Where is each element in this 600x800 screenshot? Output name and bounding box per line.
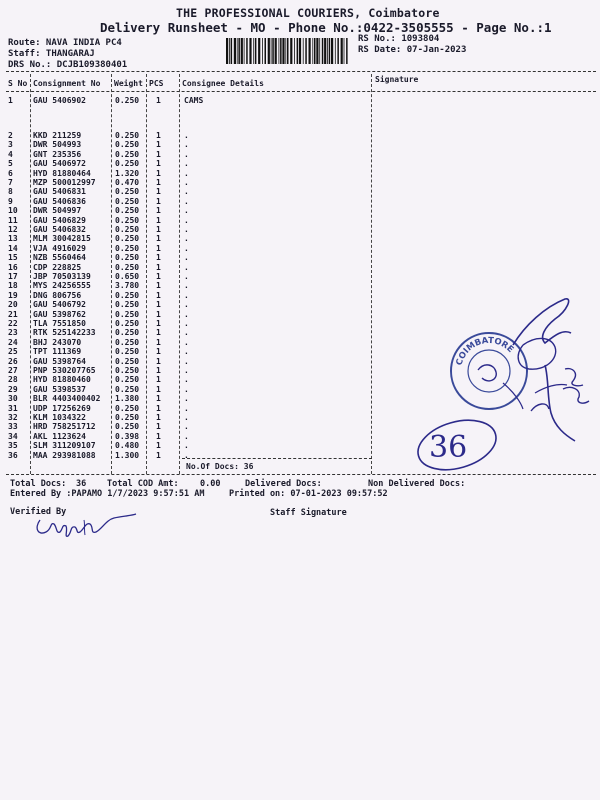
table-row	[0, 178, 600, 187]
table-row	[0, 96, 600, 105]
row-consignment-no: GNT 235356	[33, 149, 82, 159]
row-pcs: 1	[156, 366, 161, 375]
row-pcs: 1	[156, 234, 161, 244]
row-weight: 0.250	[115, 366, 140, 375]
row-consignment-no: DWR 504997	[33, 206, 82, 216]
row-consignment-no: GAU 5406836	[33, 196, 86, 206]
row-weight: 0.250	[115, 403, 140, 413]
row-consignee: .	[184, 281, 189, 291]
col-header-consignee: Consignee Details	[182, 79, 264, 88]
total-docs-label: Total Docs:	[10, 479, 67, 489]
total-docs-value: 36	[76, 479, 87, 489]
row-weight: 0.250	[115, 225, 140, 234]
row-weight: 0.250	[115, 309, 140, 319]
row-pcs: 1	[156, 178, 161, 187]
table-row	[0, 216, 600, 225]
row-pcs: 1	[156, 168, 161, 178]
row-consignee: .	[184, 413, 189, 422]
row-weight: 0.250	[115, 131, 140, 140]
row-weight: 0.250	[115, 243, 140, 253]
row-sno: 7	[8, 178, 13, 187]
row-pcs: 1	[156, 290, 161, 300]
row-consignment-no: HYD 81880464	[33, 168, 91, 178]
row-pcs: 1	[156, 422, 161, 432]
row-consignment-no: DWR 504993	[33, 140, 82, 150]
row-consignment-no: MLM 30042815	[33, 234, 91, 244]
verifier-signature-image	[30, 502, 140, 542]
row-consignment-no: GAU 5398762	[33, 309, 86, 319]
row-sno: 17	[8, 272, 18, 281]
row-consignment-no: NZB 5560464	[33, 253, 86, 263]
row-weight: 0.250	[115, 319, 140, 328]
row-weight: 0.250	[115, 356, 140, 366]
verified-by-label: Verified By	[10, 507, 67, 517]
row-sno: 15	[8, 253, 18, 263]
row-weight: 0.250	[115, 262, 140, 272]
row-pcs: 1	[156, 206, 161, 216]
row-pcs: 1	[156, 262, 161, 272]
company-name: THE PROFESSIONAL COURIERS, Coimbatore	[176, 6, 440, 20]
delivered-docs-label: Delivered Docs:	[245, 479, 322, 489]
row-pcs: 1	[156, 441, 161, 451]
row-weight: 3.780	[115, 281, 140, 291]
row-sno: 5	[8, 159, 13, 169]
row-pcs: 1	[156, 413, 161, 422]
header-divider-top	[6, 71, 596, 72]
row-pcs: 1	[156, 215, 161, 225]
row-sno: 22	[8, 319, 18, 328]
no-of-docs: No.Of Docs: 36	[186, 462, 254, 471]
table-row	[0, 197, 600, 206]
col-header-pcs: PCS	[149, 79, 164, 88]
row-consignment-no: BLR 4403400402	[33, 394, 101, 404]
row-consignee: .	[184, 140, 189, 150]
table-row	[0, 159, 600, 168]
row-pcs: 1	[156, 159, 161, 169]
row-weight: 0.250	[115, 347, 140, 357]
col-header-signature: Signature	[375, 75, 419, 84]
row-consignee: .	[184, 394, 189, 404]
row-consignee: .	[184, 422, 189, 432]
table-row	[0, 140, 600, 149]
row-consignee: .	[184, 253, 189, 263]
col-header-weight: Weight	[114, 79, 143, 88]
row-weight: 0.650	[115, 272, 140, 281]
row-sno: 28	[8, 375, 18, 385]
row-consignment-no: JBP 70503139	[33, 272, 91, 281]
col-header-consignment: Consignment No	[33, 79, 101, 88]
row-sno: 4	[8, 149, 13, 159]
row-weight: 0.250	[115, 96, 140, 105]
row-consignee: .	[184, 215, 189, 225]
col-header-sno: S No	[8, 79, 28, 88]
row-sno: 29	[8, 384, 18, 394]
row-pcs: 1	[156, 356, 161, 366]
row-pcs: 1	[156, 328, 161, 338]
row-consignee: .	[184, 356, 189, 366]
row-pcs: 1	[156, 431, 161, 441]
row-consignment-no: TLA 7551850	[33, 319, 86, 328]
row-consignment-no: GAU 5406831	[33, 187, 86, 197]
non-delivered-docs-label: Non Delivered Docs:	[368, 479, 466, 489]
row-consignment-no: PNP 530207765	[33, 366, 96, 375]
row-sno: 31	[8, 403, 18, 413]
row-sno: 20	[8, 300, 18, 310]
row-consignee: .	[184, 384, 189, 394]
row-consignment-no: TPT 111369	[33, 347, 82, 357]
rs-number: RS No.: 1093804	[358, 34, 440, 44]
row-consignment-no: HRD 758251712	[33, 422, 96, 432]
staff-signature-label: Staff Signature	[270, 508, 347, 518]
row-weight: 1.320	[115, 168, 140, 178]
drs-number: DRS No.: DCJB109380401	[8, 60, 128, 70]
row-sno: 25	[8, 347, 18, 357]
row-consignee: .	[184, 159, 189, 169]
row-pcs: 1	[156, 337, 161, 347]
row-consignment-no: VJA 4916029	[33, 243, 86, 253]
row-pcs: 1	[156, 196, 161, 206]
row-weight: 0.250	[115, 215, 140, 225]
total-cod-label: Total COD Amt:	[107, 479, 179, 489]
row-weight: 0.250	[115, 422, 140, 432]
svg-text:COIMBATORE: COIMBATORE	[454, 335, 516, 367]
barcode-image	[226, 38, 350, 64]
row-sno: 21	[8, 309, 18, 319]
row-pcs: 1	[156, 131, 161, 140]
row-consignment-no: HYD 81880460	[33, 375, 91, 385]
row-sno: 27	[8, 366, 18, 375]
row-consignment-no: GAU 5398764	[33, 356, 86, 366]
row-weight: 0.250	[115, 300, 140, 310]
row-sno: 23	[8, 328, 18, 338]
row-consignee: .	[184, 309, 189, 319]
row-sno: 34	[8, 431, 18, 441]
table-row	[0, 244, 600, 253]
table-row	[0, 225, 600, 234]
row-pcs: 1	[156, 375, 161, 385]
row-consignee: .	[184, 225, 189, 234]
row-consignee: .	[184, 131, 189, 140]
row-consignee: .	[184, 290, 189, 300]
row-consignment-no: GAU 5406832	[33, 225, 86, 234]
row-weight: 0.470	[115, 178, 140, 187]
row-consignee: .	[184, 431, 189, 441]
row-sno: 33	[8, 422, 18, 432]
row-sno: 14	[8, 243, 18, 253]
row-consignment-no: GAU 5406829	[33, 215, 86, 225]
row-pcs: 1	[156, 300, 161, 310]
row-sno: 35	[8, 441, 18, 451]
row-consignment-no: MYS 24256555	[33, 281, 91, 291]
row-weight: 0.250	[115, 290, 140, 300]
row-weight: 0.250	[115, 375, 140, 385]
row-consignment-no: UDP 17256269	[33, 403, 91, 413]
row-sno: 2	[8, 131, 13, 140]
row-consignment-no: MAA 293981088	[33, 450, 96, 460]
row-sno: 3	[8, 140, 13, 150]
row-consignment-no: GAU 5406902	[33, 96, 86, 105]
row-sno: 36	[8, 450, 18, 460]
row-weight: 0.250	[115, 196, 140, 206]
row-sno: 12	[8, 225, 18, 234]
row-consignment-no: SLM 311209107	[33, 441, 96, 451]
row-weight: 0.250	[115, 328, 140, 338]
row-pcs: 1	[156, 225, 161, 234]
row-consignee: .	[184, 243, 189, 253]
row-consignee: .	[184, 149, 189, 159]
row-consignee: .	[184, 187, 189, 197]
route-label: Route: NAVA INDIA PC4	[8, 38, 122, 48]
row-pcs: 1	[156, 281, 161, 291]
row-consignee: .	[184, 178, 189, 187]
svg-text:36: 36	[429, 430, 468, 465]
row-consignment-no: MZP 500012997	[33, 178, 96, 187]
row-consignment-no: GAU 5406972	[33, 159, 86, 169]
row-sno: 24	[8, 337, 18, 347]
row-pcs: 1	[156, 243, 161, 253]
row-pcs: 1	[156, 319, 161, 328]
docs-divider	[182, 458, 372, 459]
row-weight: 0.250	[115, 384, 140, 394]
row-weight: 0.250	[115, 206, 140, 216]
staff-label: Staff: THANGARAJ	[8, 49, 95, 59]
row-pcs: 1	[156, 149, 161, 159]
row-pcs: 1	[156, 450, 161, 460]
table-row	[0, 206, 600, 215]
row-consignment-no: GAU 5406792	[33, 300, 86, 310]
row-consignee: .	[184, 347, 189, 357]
row-weight: 0.250	[115, 234, 140, 244]
row-weight: 0.250	[115, 187, 140, 197]
table-row	[0, 234, 600, 243]
row-sno: 30	[8, 394, 18, 404]
row-consignee: .	[184, 272, 189, 281]
row-consignment-no: KLM 1034322	[33, 413, 86, 422]
row-consignment-no: AKL 1123624	[33, 431, 86, 441]
table-row	[0, 150, 600, 159]
row-sno: 11	[8, 215, 18, 225]
row-pcs: 1	[156, 253, 161, 263]
row-pcs: 1	[156, 347, 161, 357]
row-weight: 0.250	[115, 159, 140, 169]
row-sno: 10	[8, 206, 18, 216]
row-consignee: .	[184, 234, 189, 244]
row-consignee: .	[184, 319, 189, 328]
printed-on: Printed on: 07-01-2023 09:57:52	[229, 489, 388, 499]
row-consignment-no: CDP 228825	[33, 262, 82, 272]
row-consignee: .	[184, 337, 189, 347]
row-consignee: .	[184, 262, 189, 272]
row-weight: 0.250	[115, 413, 140, 422]
row-consignee: .	[184, 168, 189, 178]
table-row	[0, 263, 600, 272]
row-consignee: .	[184, 300, 189, 310]
table-row	[0, 253, 600, 262]
row-pcs: 1	[156, 96, 161, 105]
row-sno: 1	[8, 96, 13, 105]
row-consignee: .	[184, 196, 189, 206]
row-pcs: 1	[156, 384, 161, 394]
row-consignment-no: RTK 525142233	[33, 328, 96, 338]
row-sno: 18	[8, 281, 18, 291]
table-row	[0, 131, 600, 140]
row-weight: 0.250	[115, 149, 140, 159]
row-weight: 1.380	[115, 394, 140, 404]
row-sno: 8	[8, 187, 13, 197]
header-divider-bottom	[6, 91, 596, 92]
row-weight: 1.300	[115, 450, 140, 460]
row-pcs: 1	[156, 394, 161, 404]
row-consignee: .	[184, 206, 189, 216]
runsheet-title: Delivery Runsheet - MO - Phone No.:0422-3505555 - Page No.:1	[100, 20, 552, 35]
row-consignment-no: BHJ 243070	[33, 337, 82, 347]
row-pcs: 1	[156, 403, 161, 413]
row-sno: 32	[8, 413, 18, 422]
row-consignee: .	[184, 450, 189, 460]
row-pcs: 1	[156, 140, 161, 150]
row-weight: 0.250	[115, 337, 140, 347]
row-sno: 9	[8, 196, 13, 206]
row-sno: 6	[8, 168, 13, 178]
row-weight: 0.250	[115, 140, 140, 150]
row-pcs: 1	[156, 272, 161, 281]
row-consignment-no: GAU 5398537	[33, 384, 86, 394]
row-sno: 19	[8, 290, 18, 300]
row-consignee: .	[184, 366, 189, 375]
entered-by: Entered By :PAPAMO 1/7/2023 9:57:51 AM	[10, 489, 205, 499]
row-weight: 0.398	[115, 431, 140, 441]
table-row	[0, 187, 600, 196]
row-weight: 0.480	[115, 441, 140, 451]
row-consignee: .	[184, 403, 189, 413]
row-consignee: .	[184, 328, 189, 338]
row-consignee: .	[184, 375, 189, 385]
row-weight: 0.250	[115, 253, 140, 263]
row-sno: 13	[8, 234, 18, 244]
row-consignee: CAMS	[184, 96, 204, 105]
row-consignment-no: KKD 211259	[33, 131, 82, 140]
row-pcs: 1	[156, 187, 161, 197]
row-consignee: .	[184, 441, 189, 451]
table-row	[0, 169, 600, 178]
row-consignment-no: DNG 806756	[33, 290, 82, 300]
handwritten-signature-image	[395, 285, 595, 495]
row-sno: 16	[8, 262, 18, 272]
total-cod-value: 0.00	[200, 479, 221, 489]
table-row	[0, 272, 600, 281]
row-pcs: 1	[156, 309, 161, 319]
row-sno: 26	[8, 356, 18, 366]
rs-date: RS Date: 07-Jan-2023	[358, 45, 467, 55]
